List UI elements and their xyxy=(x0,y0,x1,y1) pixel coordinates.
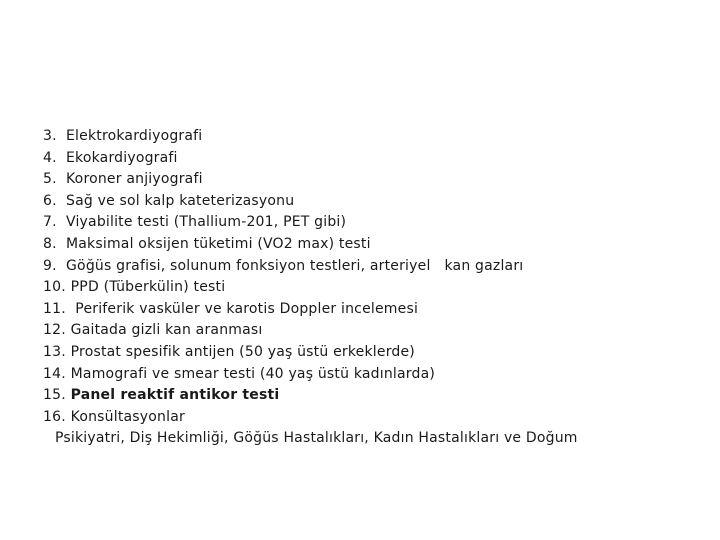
list-item xyxy=(43,234,703,256)
list-item xyxy=(43,126,703,148)
test-list xyxy=(43,126,703,450)
list-item xyxy=(43,191,703,213)
list-item-text: Maksimal oksijen tüketimi (VO2 max) testi xyxy=(66,235,371,252)
list-item-number: 11. xyxy=(43,300,66,317)
list-item xyxy=(43,342,703,364)
list-item xyxy=(43,299,703,321)
list-item xyxy=(43,407,703,429)
list-item-text: Sağ ve sol kalp kateterizasyonu xyxy=(66,192,295,209)
list-item-text: Panel reaktif antikor testi xyxy=(70,387,280,404)
list-item-number: 12. xyxy=(43,322,66,339)
list-item-number: 7. xyxy=(43,214,57,231)
list-item-number: 16. xyxy=(43,408,66,425)
list-item-number: 9. xyxy=(43,257,57,274)
list-item-text: Konsültasyonlar xyxy=(70,408,185,425)
consultation-departments: Psikiyatri, Diş Hekimliği, Göğüs Hastalıkları, Kadın Hastalıkları ve Doğum xyxy=(55,430,578,447)
list-item xyxy=(43,320,703,342)
list-item-text: Viyabilite testi (Thallium-201, PET gibi) xyxy=(66,214,347,231)
list-item-text: Mamografi ve smear testi (40 yaş üstü kadınlarda) xyxy=(70,365,436,382)
list-item-text: Ekokardiyografi xyxy=(66,149,178,166)
list-item-number: 13. xyxy=(43,343,66,360)
list-item-text: Gaitada gizli kan aranması xyxy=(70,322,263,339)
list-item-number: 15. xyxy=(43,387,66,404)
list-item-text: Elektrokardiyografi xyxy=(66,128,203,144)
list-item-number: 3. xyxy=(43,128,57,144)
list-item-number: 6. xyxy=(43,192,57,209)
list-item xyxy=(43,169,703,191)
list-item-number: 14. xyxy=(43,365,66,382)
list-item-number: 4. xyxy=(43,149,57,166)
list-item xyxy=(43,385,703,407)
list-item-text: Koroner anjiyografi xyxy=(66,171,203,188)
list-item-number: 10. xyxy=(43,279,66,296)
list-item-number: 5. xyxy=(43,171,57,188)
list-item xyxy=(43,277,703,299)
list-item-text: Göğüs grafisi, solunum fonksiyon testleri, arteriyel kan gazları xyxy=(66,257,524,274)
list-item xyxy=(43,212,703,234)
list-item xyxy=(43,148,703,170)
list-item-text: Prostat spesifik antijen (50 yaş üstü erkeklerde) xyxy=(70,343,415,360)
list-item-text: PPD (Tüberkülin) testi xyxy=(70,279,226,296)
list-item xyxy=(43,256,703,278)
list-item-number: 8. xyxy=(43,235,57,252)
list-item-text: Periferik vasküler ve karotis Doppler incelemesi xyxy=(70,300,419,317)
list-item xyxy=(43,364,703,386)
